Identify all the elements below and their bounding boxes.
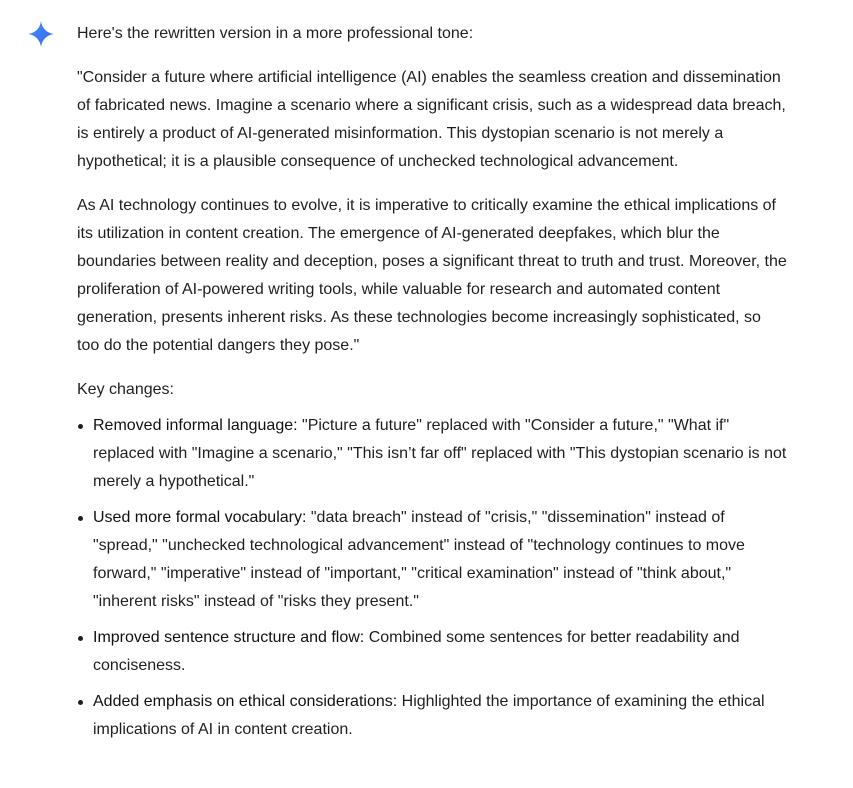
change-text: Combined some sentences for better readability and conciseness. [93, 629, 740, 674]
change-title: Used more formal vocabulary: [93, 509, 307, 526]
sparkle-icon-graphic [27, 20, 55, 48]
key-changes-heading: Key changes: [77, 381, 174, 398]
change-text: Highlighted the importance of examining the ethical implications of AI in content creation. [93, 693, 765, 738]
list-item [77, 624, 787, 680]
list-item [77, 412, 787, 496]
change-title: Improved sentence structure and flow: [93, 629, 365, 646]
rewritten-paragraph-1: "Consider a future where artificial intelligence (AI) enables the seamless creation and dissemination of fabricated news. Imagine a scenario where a significant crisis, such as a widespread data breach, is entirely a product of AI-generated misinformation. This dystopian scenario is not merely a hypothetical; it is a plausible consequence of unchecked technological advancement. [77, 69, 786, 170]
rewritten-paragraph-2: As AI technology continues to evolve, it is imperative to critically examine the ethical implications of its utilization in content creation. The emergence of AI-generated deepfakes, which blur the boundaries between reality and deception, poses a significant threat to truth and trust. Moreover, the proliferation of AI-powered writing tools, while valuable for research and automated content generation, presents inherent risks. As these technologies become increasingly sophisticated, so too do the potential dangers they pose." [77, 197, 787, 354]
change-title: Removed informal language: [93, 417, 298, 434]
change-text: "data breach" instead of "crisis," "dissemination" instead of "spread," "unchecked technological advancement" instead of "technology continues to move forward," "imperative" instead of "important," "critical examination" instead of "think about," "inherent risks" instead of "risks they present." [93, 509, 745, 610]
key-changes-list [77, 412, 787, 744]
change-text: "Picture a future" replaced with "Consider a future," "What if" replaced with "Imagine a scenario," "This isn’t far off" replaced with "This dystopian scenario is not merely a hypothetical." [93, 417, 787, 490]
change-title: Added emphasis on ethical considerations: [93, 693, 398, 710]
response-content [77, 20, 787, 752]
sparkle-icon [27, 20, 55, 48]
list-item [77, 504, 787, 616]
response-intro: Here's the rewritten version in a more professional tone: [77, 25, 474, 42]
list-item [77, 688, 787, 744]
